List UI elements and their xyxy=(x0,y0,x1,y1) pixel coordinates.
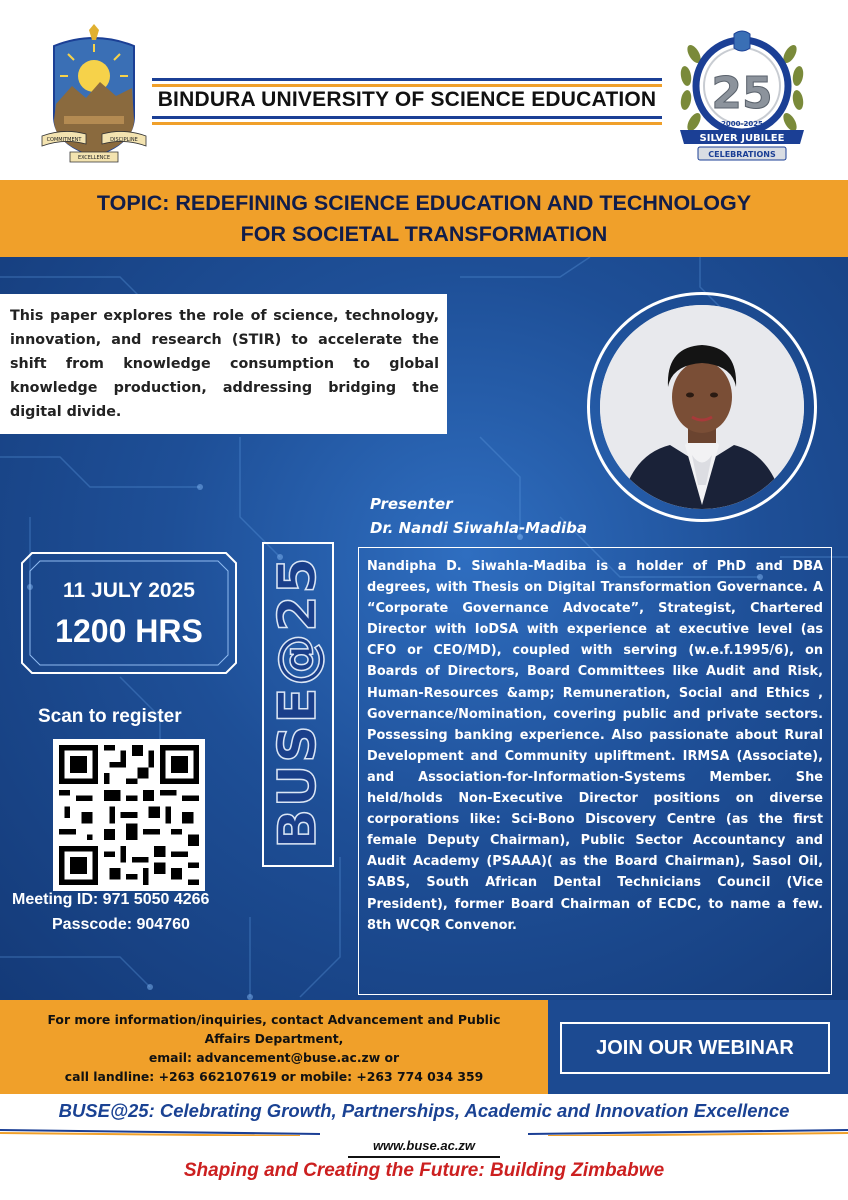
header-rule xyxy=(152,116,662,119)
registration-qr-code[interactable] xyxy=(53,739,205,891)
buse25-vertical-text: BUSE@25 xyxy=(268,555,328,849)
topic-line-2: FOR SOCIETAL TRANSFORMATION xyxy=(240,221,608,246)
join-webinar-button[interactable]: JOIN OUR WEBINAR xyxy=(560,1022,830,1074)
jubilee-years: 2000-2025 xyxy=(721,120,763,128)
slogan: Shaping and Creating the Future: Building Zimbabwe xyxy=(183,1160,665,1181)
header xyxy=(0,0,848,180)
website-link[interactable]: www.buse.ac.zw xyxy=(372,1138,476,1153)
topic-line-1: TOPIC: REDEFINING SCIENCE EDUCATION AND TECHNOLOGY xyxy=(96,190,752,215)
meeting-id: Meeting ID: 971 5050 4266 xyxy=(12,891,210,908)
header-rule xyxy=(152,78,662,81)
presenter-label: Presenter xyxy=(370,495,453,513)
jubilee-banner-text: CELEBRATIONS xyxy=(708,150,776,159)
header-rule xyxy=(152,84,662,87)
event-date: 11 JULY 2025 xyxy=(63,579,195,602)
contact-line: Affairs Department, xyxy=(204,1031,344,1046)
silver-jubilee-logo xyxy=(672,14,812,174)
presenter-bio: Nandipha D. Siwahla-Madiba is a holder of PhD and DBA degrees, with Thesis on Digital Transformation Governance. A “Corporate Governance Advocate”, Strategist, Chartered Director with IoDSA with experience at executive level (as CFO or CEO/MD), coupled with serving (w.e.f.1995/6), on Boards of Directors, Board Committees like Audit and Risk, Human-Resources &amp; Remuneration, Social and Ethics , Governance/Nomination, covering public and private sectors. Possessing banking experience. Also passionate about Rural Development and Community upliftment. IRMSA (Associate), and Association-for-Information-Systems Member. She held/holds Non-Executive Director positions on diverse corporations like: Sci-Bono Discovery Centre (as the first female Deputy Chairman), Public Sector Accountancy and Audit Academy (PSAAA)( as the Board Chairman), Sasol Oil, SABS, South African Dental Technicians Council (Vice President), former Board Chairman of ECDC, to name a few. 8th WCQR Convenor. xyxy=(367,559,823,933)
crest-motto-commitment: COMMITMENT xyxy=(46,137,82,143)
crest-motto-excellence: EXCELLENCE xyxy=(78,155,110,161)
scan-to-register-label: Scan to register xyxy=(38,706,182,727)
topic-banner xyxy=(0,180,848,257)
main-panel xyxy=(0,257,848,1000)
crest-motto-discipline: DISCIPLINE xyxy=(110,137,138,143)
contact-line: For more information/inquiries, contact Advancement and Public xyxy=(47,1012,501,1027)
header-rule xyxy=(152,122,662,125)
presenter-photo xyxy=(600,305,804,509)
abstract-box xyxy=(0,294,447,434)
presenter-bio-box xyxy=(358,547,832,995)
university-name: BINDURA UNIVERSITY OF SCIENCE EDUCATION xyxy=(157,88,657,111)
presenter-name: Dr. Nandi Siwahla-Madiba xyxy=(370,519,587,537)
event-time: 1200 HRS xyxy=(55,613,203,649)
anniversary-tagline: BUSE@25: Celebrating Growth, Partnerships, Academic and Innovation Excellence xyxy=(58,1100,790,1121)
website-underline xyxy=(348,1156,500,1158)
university-crest-logo xyxy=(34,24,154,172)
jubilee-number: 25 xyxy=(711,68,773,119)
meeting-passcode: Passcode: 904760 xyxy=(52,916,190,933)
contact-line: call landline: +263 662107619 or mobile: +263 774 034 359 xyxy=(64,1069,484,1084)
jubilee-ribbon-text: SILVER JUBILEE xyxy=(699,133,785,144)
decorative-footer-lines xyxy=(0,1128,848,1136)
abstract-text: This paper explores the role of science, technology, innovation, and research (STIR) to accelerate the shift from knowledge consumption to global knowledge production, addressing bridging the digital divide. xyxy=(10,308,439,420)
contact-line[interactable]: email: advancement@buse.ac.zw or xyxy=(148,1050,400,1065)
contact-info-box xyxy=(0,1000,548,1094)
